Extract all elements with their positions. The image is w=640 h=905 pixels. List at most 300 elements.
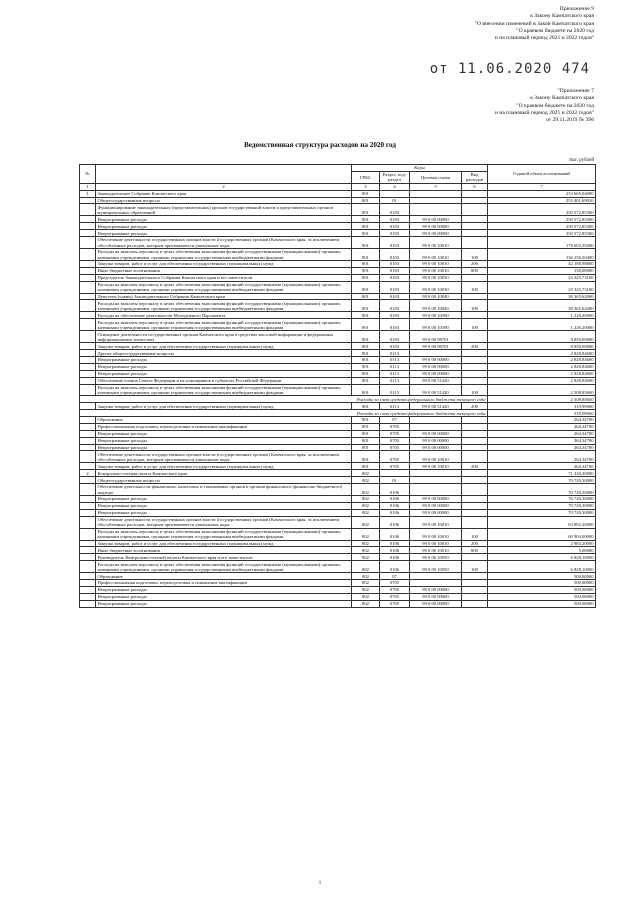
cell-rz: 0103 (380, 293, 410, 300)
table-row (80, 502, 596, 509)
table-row (80, 312, 596, 319)
header-line: к Закону Камчатского края (530, 13, 594, 20)
cell-rz: 0705 (380, 463, 410, 470)
cell-num (80, 237, 96, 249)
table-subtotal-row (80, 396, 596, 403)
cell-grbs: 801 (352, 237, 380, 249)
cell-cs: 99 0 00 10390 (410, 312, 462, 319)
cell-rz: 0705 (380, 437, 410, 444)
cell-vr (462, 477, 488, 484)
cell-num (80, 312, 96, 319)
cell-sum: 2 508,85600 (488, 384, 596, 396)
cell-rz: 0103 (380, 281, 410, 293)
cell-num (80, 350, 96, 357)
cell-num: 2 (80, 470, 96, 477)
cell-name: Обеспечение членов Совета Федерации и их помощников в субъектах Российской Федерации (96, 377, 352, 384)
cell-grbs: 801 (352, 230, 380, 237)
cell-cs (410, 417, 462, 424)
cell-name: Непрограммные расходы (96, 593, 352, 600)
cell-grbs: 801 (352, 261, 380, 268)
expenditure-table (79, 164, 596, 608)
table-row (80, 267, 596, 274)
cell-sum: 23 325,73100 (488, 274, 596, 281)
cell-sum: 5,00000 (488, 547, 596, 554)
cell-sum: 1 226,20000 (488, 319, 596, 331)
cell-sum: 250 572,85300 (488, 216, 596, 223)
cell-name: Законодательное Собрание Камчатского края (96, 190, 352, 197)
cell-rz: 0106 (380, 528, 410, 540)
cell-cs: 99 0 00 51420 (410, 403, 462, 410)
table-row (80, 370, 596, 377)
cell-rz: 0106 (380, 496, 410, 503)
cell-cs: 99 0 00 98701 (410, 331, 462, 343)
table-row (80, 384, 596, 396)
cell-rz: 0103 (380, 274, 410, 281)
cell-num (80, 516, 96, 528)
cell-vr (462, 516, 488, 528)
cell-vr (462, 502, 488, 509)
cell-rz: 0705 (380, 580, 410, 587)
page-number: 1 (318, 881, 322, 886)
cell-name: Депутаты (члены) Законодательного Собрания Камчатского края (96, 293, 352, 300)
header-line: "О краевом бюджете на 2020 год (516, 27, 594, 34)
cell-cs (410, 477, 462, 484)
cell-vr (462, 377, 488, 384)
cell-cs: 99 0 00 10010 (410, 237, 462, 249)
cell-rz: 0103 (380, 267, 410, 274)
cell-num (80, 403, 96, 410)
cell-cs: 99 0 00 10010 (410, 547, 462, 554)
cell-cs: 99 0 00 00000 (410, 363, 462, 370)
cell-cs: 99 0 00 98701 (410, 343, 462, 350)
cell-grbs: 801 (352, 223, 380, 230)
cell-name: Непрограммные расходы (96, 216, 352, 223)
cell-sum: 250 572,85300 (488, 204, 596, 216)
cell-cs: 99 0 00 00000 (410, 430, 462, 437)
cell-name: Расходы на выплаты персоналу в целях обеспечения выполнения функций государственными (муниципальными) органами, казенными учреждениями, органами управления государственными внебюджетными фондами (96, 281, 352, 293)
cell-vr (462, 451, 488, 463)
cell-cs (410, 470, 462, 477)
cell-name: Непрограммные расходы (96, 586, 352, 593)
cell-name: Освещение деятельности государственных органов Камчатского края в средствах массовой информации и федеральных информационных агентствах (96, 331, 352, 343)
cell-grbs: 802 (352, 580, 380, 587)
cell-num (80, 437, 96, 444)
cell-name: Контрольно-счетная палата Камчатского края (96, 470, 352, 477)
cell-sum: 70 720,30000 (488, 502, 596, 509)
cell-num (80, 230, 96, 237)
cell-vr (462, 230, 488, 237)
cell-grbs: 802 (352, 496, 380, 503)
cell-sum: 2 983,20000 (488, 540, 596, 547)
cell-num (80, 509, 96, 516)
table-row (80, 430, 596, 437)
cell-cs: 99 0 00 00000 (410, 509, 462, 516)
cell-rz: 07 (380, 573, 410, 580)
table-index-row (80, 183, 596, 190)
cell-grbs: 802 (352, 540, 380, 547)
cell-rz: 0705 (380, 423, 410, 430)
cell-name: Непрограммные расходы (96, 600, 352, 607)
table-row (80, 363, 596, 370)
cell-vr (462, 370, 488, 377)
cell-vr (462, 509, 488, 516)
cell-grbs: 801 (352, 430, 380, 437)
table-row (80, 331, 596, 343)
cell-sum: 264,34700 (488, 451, 596, 463)
cell-grbs: 802 (352, 561, 380, 573)
cell-sum: 38 365,62000 (488, 293, 596, 300)
cell-grbs: 801 (352, 423, 380, 430)
cell-cs: 99 0 00 00000 (410, 496, 462, 503)
table-row (80, 561, 596, 573)
col-cs-header: Целевая статья (410, 171, 462, 183)
cell-num (80, 274, 96, 281)
cell-name: Непрограммные расходы (96, 444, 352, 451)
cell-cs: 99 0 00 00000 (410, 586, 462, 593)
cell-name: Расходы на выплаты персоналу в целях обеспечения выполнения функций государственными (муниципальными) органами, казенными учреждениями, органами управления государственными внебюджетными фондами (96, 528, 352, 540)
cell-name: Непрограммные расходы (96, 223, 352, 230)
table-row (80, 230, 596, 237)
cell-vr (462, 293, 488, 300)
cell-vr (462, 580, 488, 587)
table-row (80, 437, 596, 444)
cell-vr: 200 (462, 261, 488, 268)
table-row (80, 249, 596, 261)
cell-rz: 0103 (380, 237, 410, 249)
cell-rz: 0106 (380, 547, 410, 554)
cell-rz: 0106 (380, 561, 410, 573)
cell-cs: 99 0 00 10040 (410, 300, 462, 312)
cell-cs: 99 0 00 10050 (410, 554, 462, 561)
table-row (80, 377, 596, 384)
cell-cs: 99 0 00 10040 (410, 293, 462, 300)
cell-grbs: 801 (352, 281, 380, 293)
cell-cs: 99 0 00 10010 (410, 540, 462, 547)
cell-grbs: 801 (352, 444, 380, 451)
cell-num (80, 357, 96, 364)
cell-cs: 99 0 00 00000 (410, 230, 462, 237)
table-row (80, 593, 596, 600)
table-row (80, 496, 596, 503)
cell-grbs: 801 (352, 403, 380, 410)
cell-rz: 0106 (380, 509, 410, 516)
header-line: и на плановый период 2021 и 2022 годов" (494, 109, 594, 116)
cell-rz: 0103 (380, 312, 410, 319)
header-line: "О краевом бюджете на 2020 год (516, 102, 594, 109)
cell-vr (462, 274, 488, 281)
col-index: 3 (352, 183, 380, 190)
table-row (80, 600, 596, 607)
cell-vr (462, 350, 488, 357)
cell-grbs: 802 (352, 509, 380, 516)
cell-rz: 0106 (380, 502, 410, 509)
cell-grbs: 801 (352, 350, 380, 357)
cell-vr: 100 (462, 384, 488, 396)
header-line: к Закону Камчатского края (530, 95, 594, 102)
table-row (80, 403, 596, 410)
cell-grbs: 801 (352, 267, 380, 274)
cell-sum: 264,34700 (488, 437, 596, 444)
cell-name: Непрограммные расходы (96, 370, 352, 377)
cell-sum: 8 850,00000 (488, 331, 596, 343)
cell-num (80, 197, 96, 204)
cell-sum: 2 828,84600 (488, 357, 596, 364)
cell-num (80, 261, 96, 268)
cell-vr: 100 (462, 561, 488, 573)
cell-sum: 178 603,39200 (488, 237, 596, 249)
cell-cs: 99 0 00 10010 (410, 463, 462, 470)
cell-vr (462, 554, 488, 561)
cell-vr (462, 484, 488, 496)
cell-num (80, 484, 96, 496)
col-index: 4 (380, 183, 410, 190)
cell-vr (462, 573, 488, 580)
cell-name: Непрограммные расходы (96, 357, 352, 364)
cell-name: Профессиональная подготовка, переподготовка и повышение квалификации (96, 580, 352, 587)
cell-grbs: 802 (352, 477, 380, 484)
col-index: 6 (462, 183, 488, 190)
cell-grbs: 802 (352, 502, 380, 509)
cell-num (80, 528, 96, 540)
cell-sum: 319,99000 (488, 403, 596, 410)
cell-name: Обеспечение деятельности финансовых, налоговых и таможенных органов и органов финансового (финансово-бюджетного) надзора (96, 484, 352, 496)
table-header-row (80, 165, 596, 172)
cell-vr (462, 363, 488, 370)
cell-sum: 60 904,00000 (488, 528, 596, 540)
cell-vr (462, 216, 488, 223)
cell-cs: 99 0 00 51420 (410, 377, 462, 384)
cell-rz: 0103 (380, 319, 410, 331)
cell-cs (410, 423, 462, 430)
cell-vr (462, 197, 488, 204)
cell-rz: 0103 (380, 216, 410, 223)
cell-rz: 0113 (380, 384, 410, 396)
cell-grbs: 801 (352, 293, 380, 300)
cell-num (80, 370, 96, 377)
cell-num (80, 593, 96, 600)
cell-cs: 99 0 00 00000 (410, 502, 462, 509)
cell-cs: 99 0 00 00000 (410, 357, 462, 364)
col-vr-header: Вид расходов (462, 171, 488, 183)
header-line: "Приложение 7 (557, 88, 594, 94)
cell-sum: 71 220,30000 (488, 470, 596, 477)
cell-vr: 200 (462, 463, 488, 470)
cell-rz: 0103 (380, 204, 410, 216)
cell-name: Непрограммные расходы (96, 509, 352, 516)
cell-name: Расходы на выплаты персоналу в целях обеспечения выполнения функций государственными (муниципальными) органами, казенными учреждениями, органами управления государственными внебюджетными фондами (96, 561, 352, 573)
cell-rz: 0103 (380, 230, 410, 237)
cell-vr (462, 600, 488, 607)
cell-sum: 250 572,85300 (488, 223, 596, 230)
cell-rz: 0103 (380, 249, 410, 261)
cell-name: Закупка товаров, работ и услуг для обеспечения государственных (муниципальных) нужд (96, 463, 352, 470)
cell-grbs: 801 (352, 384, 380, 396)
cell-cs (410, 580, 462, 587)
table-row (80, 573, 596, 580)
cell-rz: 0705 (380, 444, 410, 451)
cell-num (80, 319, 96, 331)
table-row (80, 484, 596, 496)
cell-sum: 42 188,98800 (488, 261, 596, 268)
table-row (80, 204, 596, 216)
cell-grbs: 802 (352, 586, 380, 593)
cell-sum: 253 665,04000 (488, 190, 596, 197)
table-row (80, 540, 596, 547)
cell-sum: 8 850,00000 (488, 343, 596, 350)
cell-name: Закупка товаров, работ и услуг для обеспечения государственных (муниципальных) нужд (96, 403, 352, 410)
col-codes-header: Коды (352, 165, 488, 172)
cell-vr (462, 593, 488, 600)
table-row (80, 190, 596, 197)
cell-sum: 2 828,84600 (488, 370, 596, 377)
table-row (80, 281, 596, 293)
cell-num (80, 223, 96, 230)
table-row (80, 470, 596, 477)
cell-rz: 0106 (380, 484, 410, 496)
cell-sum: 264,34700 (488, 430, 596, 437)
cell-num (80, 331, 96, 343)
cell-rz: 0103 (380, 261, 410, 268)
table-row (80, 423, 596, 430)
cell-grbs: 802 (352, 554, 380, 561)
cell-grbs: 801 (352, 437, 380, 444)
cell-grbs: 801 (352, 197, 380, 204)
cell-vr (462, 437, 488, 444)
cell-cs: 99 0 00 10030 (410, 281, 462, 293)
table-row (80, 274, 596, 281)
cell-rz: 0113 (380, 363, 410, 370)
cell-name: Расходы на выплаты персоналу в целях обеспечения выполнения функций государственными (муниципальными) органами, казенными учреждениями, органами управления государственными внебюджетными фондами (96, 384, 352, 396)
cell-rz: 0113 (380, 377, 410, 384)
cell-vr (462, 237, 488, 249)
cell-vr: 100 (462, 300, 488, 312)
cell-rz: 0103 (380, 223, 410, 230)
cell-name: Непрограммные расходы (96, 363, 352, 370)
cell-cs: 99 0 00 00000 (410, 444, 462, 451)
cell-grbs: 802 (352, 528, 380, 540)
cell-vr: 100 (462, 281, 488, 293)
col-name-header (96, 165, 352, 184)
cell-cs (410, 204, 462, 216)
cell-vr (462, 223, 488, 230)
cell-cs (410, 197, 462, 204)
cell-name: Профессиональная подготовка, переподготовка и повышение квалификации (96, 423, 352, 430)
document-title: Ведомственная структура расходов на 2020 год (243, 141, 397, 149)
cell-name: Образование (96, 417, 352, 424)
col-index: 7 (488, 183, 596, 190)
cell-vr: 100 (462, 528, 488, 540)
cell-vr: 100 (462, 249, 488, 261)
cell-num (80, 547, 96, 554)
appendix-header-second (495, 88, 594, 124)
cell-sum: 6 828,10000 (488, 554, 596, 561)
cell-cs (410, 573, 462, 580)
cell-sum: 23 325,73100 (488, 281, 596, 293)
cell-name: Непрограммные расходы (96, 430, 352, 437)
col-index: 2 (96, 183, 352, 190)
cell-sum: 500,00000 (488, 586, 596, 593)
table-row (80, 216, 596, 223)
cell-cs: 99 0 00 00000 (410, 223, 462, 230)
cell-num (80, 300, 96, 312)
cell-rz: 0103 (380, 300, 410, 312)
cell-rz: 0106 (380, 554, 410, 561)
cell-name: Обеспечение деятельности государственных органов власти (государственных органов) Камчатского края, за исключением обособленных расходов, которым присваиваются уникальные коды (96, 237, 352, 249)
cell-cs: 99 0 00 00000 (410, 593, 462, 600)
cell-sum: 70 720,30000 (488, 484, 596, 496)
cell-grbs: 801 (352, 370, 380, 377)
cell-sum: 253 401,69920 (488, 197, 596, 204)
cell-num (80, 384, 96, 396)
cell-num: 1 (80, 190, 96, 197)
cell-cs: 99 0 00 00000 (410, 216, 462, 223)
cell-num (80, 423, 96, 430)
cell-name: Непрограммные расходы (96, 502, 352, 509)
cell-rz: 0705 (380, 586, 410, 593)
cell-name: Иные бюджетные ассигнования (96, 267, 352, 274)
cell-name: Общегосударственные вопросы (96, 477, 352, 484)
cell-grbs: 801 (352, 377, 380, 384)
col-rz-header: Раздел, под-раздел (380, 171, 410, 183)
cell-subtotal-label: Расходы за счет средств федерального бюджета текущего года (80, 396, 488, 403)
cell-name: Закупка товаров, работ и услуг для обеспечения государственных (муниципальных) нужд (96, 343, 352, 350)
cell-vr (462, 470, 488, 477)
cell-num (80, 573, 96, 580)
cell-sum: 2 828,84600 (488, 363, 596, 370)
cell-sum: 264,34700 (488, 444, 596, 451)
col-grbs-header: ГРБС (352, 171, 380, 183)
cell-num (80, 216, 96, 223)
cell-vr (462, 312, 488, 319)
cell-name: Непрограммные расходы (96, 230, 352, 237)
cell-vr: 800 (462, 547, 488, 554)
cell-num (80, 561, 96, 573)
table-row (80, 319, 596, 331)
cell-cs (410, 484, 462, 496)
cell-rz: 01 (380, 197, 410, 204)
cell-sum: 2 828,84600 (488, 350, 596, 357)
cell-name: Обеспечение деятельности государственных органов власти (государственных органов) Камчатского края, за исключением обособленных расходов, которым присваиваются уникальные коды (96, 516, 352, 528)
cell-rz: 0106 (380, 540, 410, 547)
cell-rz (380, 190, 410, 197)
cell-rz: 0106 (380, 516, 410, 528)
cell-name: Непрограммные расходы (96, 496, 352, 503)
cell-vr (462, 357, 488, 364)
cell-name: Закупка товаров, работ и услуг для обеспечения государственных (муниципальных) нужд (96, 261, 352, 268)
table-row (80, 197, 596, 204)
header-line: от 29.11.2019 № 396 (545, 117, 594, 124)
table-row (80, 477, 596, 484)
cell-name: Расходы на выплаты персоналу в целях обеспечения выполнения функций государственными (муниципальными) органами, казенными учреждениями, органами управления государственными внебюджетными фондами (96, 319, 352, 331)
cell-cs: 99 0 00 10390 (410, 319, 462, 331)
cell-cs: 99 0 00 10010 (410, 516, 462, 528)
cell-name: Расходы на выплаты персоналу в целях обеспечения выполнения функций государственными (муниципальными) органами, казенными учреждениями, органами управления государственными внебюджетными фондами (96, 249, 352, 261)
cell-sum: 500,00000 (488, 600, 596, 607)
cell-sum: 500,00000 (488, 580, 596, 587)
cell-num (80, 580, 96, 587)
col-total-header: Годовой объем ассигнований (488, 165, 596, 184)
cell-sum: 500,00000 (488, 593, 596, 600)
cell-cs: 99 0 00 00000 (410, 600, 462, 607)
table-row (80, 580, 596, 587)
cell-grbs: 802 (352, 573, 380, 580)
cell-rz: 0113 (380, 403, 410, 410)
table-body (80, 165, 596, 608)
cell-vr (462, 444, 488, 451)
cell-num (80, 554, 96, 561)
cell-num (80, 417, 96, 424)
cell-rz: 01 (380, 477, 410, 484)
